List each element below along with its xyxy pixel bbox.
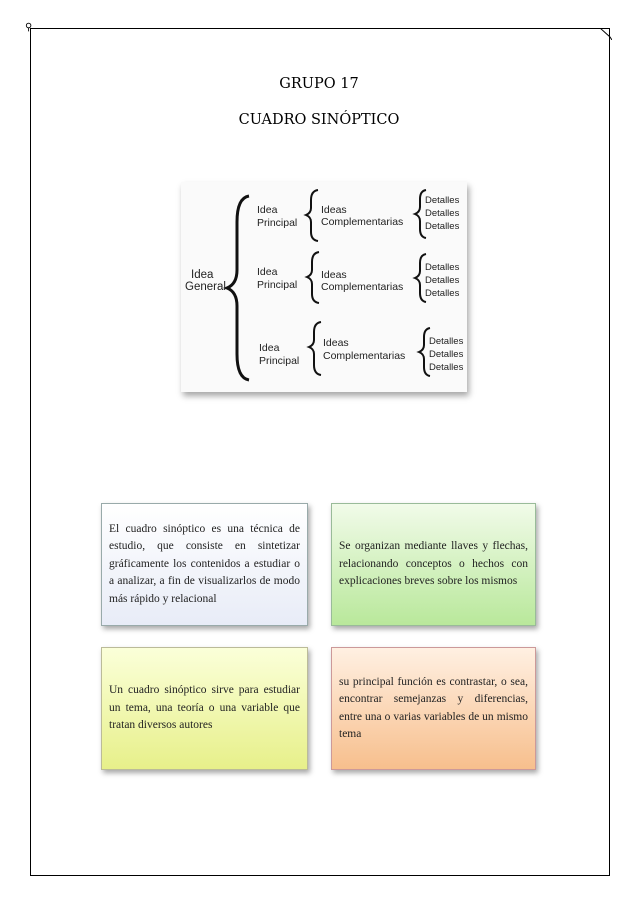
idea-principal-2-a: Idea bbox=[257, 266, 278, 278]
document-title: GRUPO 17 bbox=[279, 76, 359, 92]
detalles-1-2: Detalles bbox=[425, 208, 460, 219]
brace-3 bbox=[309, 322, 321, 375]
idea-general-label-1: Idea bbox=[191, 269, 214, 281]
idea-principal-3-b: Principal bbox=[259, 355, 300, 367]
detalles-2-3: Detalles bbox=[425, 288, 460, 299]
synoptic-diagram-image bbox=[181, 182, 467, 392]
info-box-organization bbox=[331, 503, 536, 626]
detalles-1-3: Detalles bbox=[425, 221, 460, 232]
document-subtitle: CUADRO SINÓPTICO bbox=[238, 112, 400, 128]
idea-principal-3-a: Idea bbox=[259, 342, 280, 354]
ideas-comp-3-a: Ideas bbox=[323, 337, 349, 349]
ideas-comp-1-b: Complementarias bbox=[321, 216, 404, 228]
ideas-comp-3-b: Complementarias bbox=[323, 350, 406, 362]
info-box-definition bbox=[101, 503, 308, 626]
page-corner-fold bbox=[600, 28, 612, 40]
brace-2 bbox=[307, 252, 319, 303]
detalles-2-2: Detalles bbox=[425, 275, 460, 286]
detalles-1-1: Detalles bbox=[425, 195, 460, 206]
brace-1 bbox=[306, 190, 318, 241]
info-box-organization-text: Se organizan mediante llaves y flechas, relacionando conceptos o hechos con explicaciones breves sobre los mismos bbox=[339, 540, 528, 588]
ideas-comp-1-a: Ideas bbox=[321, 204, 347, 216]
info-box-function bbox=[331, 647, 536, 770]
detalles-2-1: Detalles bbox=[425, 262, 460, 273]
info-box-function-text: su principal función es contrastar, o sea, encontrar semejanzas y diferencias, entre una o varias variables de un mismo tema bbox=[339, 675, 528, 740]
detalles-3-1: Detalles bbox=[429, 336, 464, 347]
idea-principal-1-a: Idea bbox=[257, 204, 278, 216]
info-box-purpose bbox=[101, 647, 308, 770]
idea-principal-2-b: Principal bbox=[257, 279, 298, 291]
ideas-comp-2-a: Ideas bbox=[321, 269, 347, 281]
main-brace bbox=[227, 196, 249, 380]
anchor-icon: ⚲ bbox=[25, 22, 33, 33]
ideas-comp-2-b: Complementarias bbox=[321, 281, 404, 293]
info-box-definition-text: El cuadro sinóptico es una técnica de estudio, que consiste en sintetizar gráficamente los contenidos a estudiar o a analizar, a fin de visualizarlos de modo más rápido y relacional bbox=[109, 522, 300, 605]
idea-general-label-2: General bbox=[185, 281, 226, 293]
info-box-purpose-text: Un cuadro sinóptico sirve para estudiar un tema, una teoría o una variable que tratan diversos autores bbox=[109, 684, 300, 732]
detalles-3-3: Detalles bbox=[429, 362, 464, 373]
detalles-3-2: Detalles bbox=[429, 349, 464, 360]
idea-principal-1-b: Principal bbox=[257, 217, 298, 229]
